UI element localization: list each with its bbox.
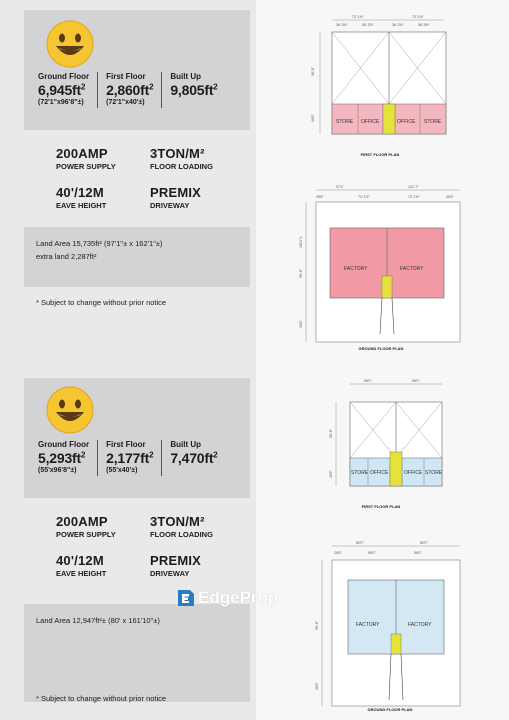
dim-label: 25'6" [334, 551, 342, 555]
spec-item: PREMIX DRIVEWAY [150, 185, 202, 210]
dim-label: 96'-8" [299, 269, 303, 278]
unit-2-note: * Subject to change without prior notice [36, 694, 167, 703]
edgeprop-logo-icon [176, 588, 196, 608]
stat-value: $2,860ft^2$ [106, 82, 154, 98]
dim-label: 40'6" [315, 682, 319, 690]
stat-label: Built Up [170, 72, 201, 81]
stat-value: $2,177ft^2$ [106, 450, 154, 466]
stat-dimensions: (55'x40'±) [106, 467, 138, 474]
dim-label: 96'-8" [315, 621, 319, 630]
dim-label: 36'-0½" [336, 23, 348, 27]
unit-1-land-area: Land Area 15,735ft² (97'1"± x 162'1"±) extra land 2,287ft² [24, 227, 250, 287]
divider [161, 440, 162, 476]
dim-label: 40'6" [299, 320, 303, 328]
unit-1-ground-floor-plan [296, 184, 466, 356]
unit-2-specs [24, 498, 250, 578]
stat-label: Built Up [170, 440, 201, 449]
unit-2-ground-floor-plan [310, 540, 470, 716]
built-up-stat [170, 440, 217, 476]
spec-item: PREMIX DRIVEWAY [150, 553, 202, 578]
stat-label: Ground Floor [38, 440, 90, 449]
room-label: FACTORY [356, 622, 380, 628]
edgeprop-watermark [176, 588, 278, 608]
first-floor-stat [106, 72, 153, 108]
unit-2 [24, 378, 250, 578]
ground-floor-stat [38, 440, 89, 476]
dim-label: 97'1" [336, 185, 344, 189]
dim-label: 36'-8" [311, 67, 315, 76]
dim-label: 36'-8" [329, 429, 333, 438]
unit-1-first-floor-plan [300, 12, 460, 160]
dim-label: 80'0" [356, 541, 364, 545]
ground-floor-stat [38, 72, 89, 108]
built-up-stat [170, 72, 217, 108]
stat-value: $9,805ft^2$ [170, 82, 218, 98]
room-label: STORE [351, 470, 369, 476]
dim-label: 72'-1½" [412, 15, 424, 19]
spec-item: 200AMP POWER SUPPLY [56, 146, 116, 171]
stat-dimensions: (55'x96'8"±) [38, 467, 77, 474]
unit-2-first-floor-plan [316, 378, 446, 514]
dim-label: 55'0" [414, 551, 422, 555]
stat-label: First Floor [106, 72, 146, 81]
plan-caption: GROUND FLOOR PLAN [367, 707, 413, 712]
plan-caption: FIRST FLOOR PLAN [361, 504, 401, 509]
unit-1-note: * Subject to change without prior notice [36, 298, 167, 307]
dim-label: 80'0" [420, 541, 428, 545]
room-label: OFFICE [361, 119, 380, 125]
divider [161, 72, 162, 108]
dim-label: 55'0" [368, 551, 376, 555]
spec-item: 200AMP POWER SUPPLY [56, 514, 116, 539]
room-label: OFFICE [404, 470, 423, 476]
plan-caption: GROUND FLOOR PLAN [358, 346, 404, 351]
room-label: STORE [425, 470, 443, 476]
dim-label: 72'-1½" [352, 15, 364, 19]
unit-1-stats-box [24, 10, 250, 130]
room-label: FACTORY [344, 266, 368, 272]
stat-value: $5,293ft^2$ [38, 450, 86, 466]
first-floor-stat [106, 440, 153, 476]
stat-label: Ground Floor [38, 72, 90, 81]
stat-label: First Floor [106, 440, 146, 449]
stat-dimensions: (72'1"x96'8"±) [38, 99, 84, 106]
dim-label: 36'-2½" [362, 23, 374, 27]
spec-item: 3TON/M² FLOOR LOADING [150, 514, 213, 539]
dim-label: 40'6" [311, 114, 315, 122]
divider [97, 440, 98, 476]
unit-2-stats-box [24, 378, 250, 498]
smiley-emoji-icon [46, 386, 94, 434]
plan-caption: FIRST FLOOR PLAN [360, 152, 400, 157]
room-label: OFFICE [370, 470, 389, 476]
unit-2-land-area: Land Area 12,947ft²± (80' x 161'10"±) [24, 604, 250, 702]
stat-dimensions: (72'1"x40'±) [106, 99, 145, 106]
stat-value: $6,945ft^2$ [38, 82, 86, 98]
dim-label: 72'-1½" [358, 195, 370, 199]
room-label: STORE [336, 119, 354, 125]
divider [97, 72, 98, 108]
edgeprop-wordmark: EdgeProp [198, 588, 279, 607]
dim-label: 162'1"± [299, 236, 303, 248]
dim-label: 55'0" [364, 379, 372, 383]
smiley-emoji-icon [46, 20, 94, 68]
spec-item: 40'/12M EAVE HEIGHT [56, 553, 107, 578]
spec-item: 3TON/M² FLOOR LOADING [150, 146, 213, 171]
room-label: OFFICE [397, 119, 416, 125]
room-label: FACTORY [408, 622, 432, 628]
dim-label: 112'-7" [408, 185, 419, 189]
stat-value: $7,470ft^2$ [170, 450, 218, 466]
right-panel [256, 0, 509, 720]
room-label: FACTORY [400, 266, 424, 272]
dim-label: 40'6" [446, 195, 454, 199]
dim-label: 36'-0½" [418, 23, 430, 27]
spec-item: 40'/12M EAVE HEIGHT [56, 185, 107, 210]
unit-1 [24, 10, 250, 210]
dim-label: 55'0" [412, 379, 420, 383]
dim-label: 72'-1½" [408, 195, 420, 199]
unit-1-specs [24, 130, 250, 210]
room-label: STORE [424, 119, 442, 125]
dim-label: 25'6" [316, 195, 324, 199]
dim-label: 36'-2½" [392, 23, 404, 27]
dim-label: 40'6" [329, 470, 333, 478]
